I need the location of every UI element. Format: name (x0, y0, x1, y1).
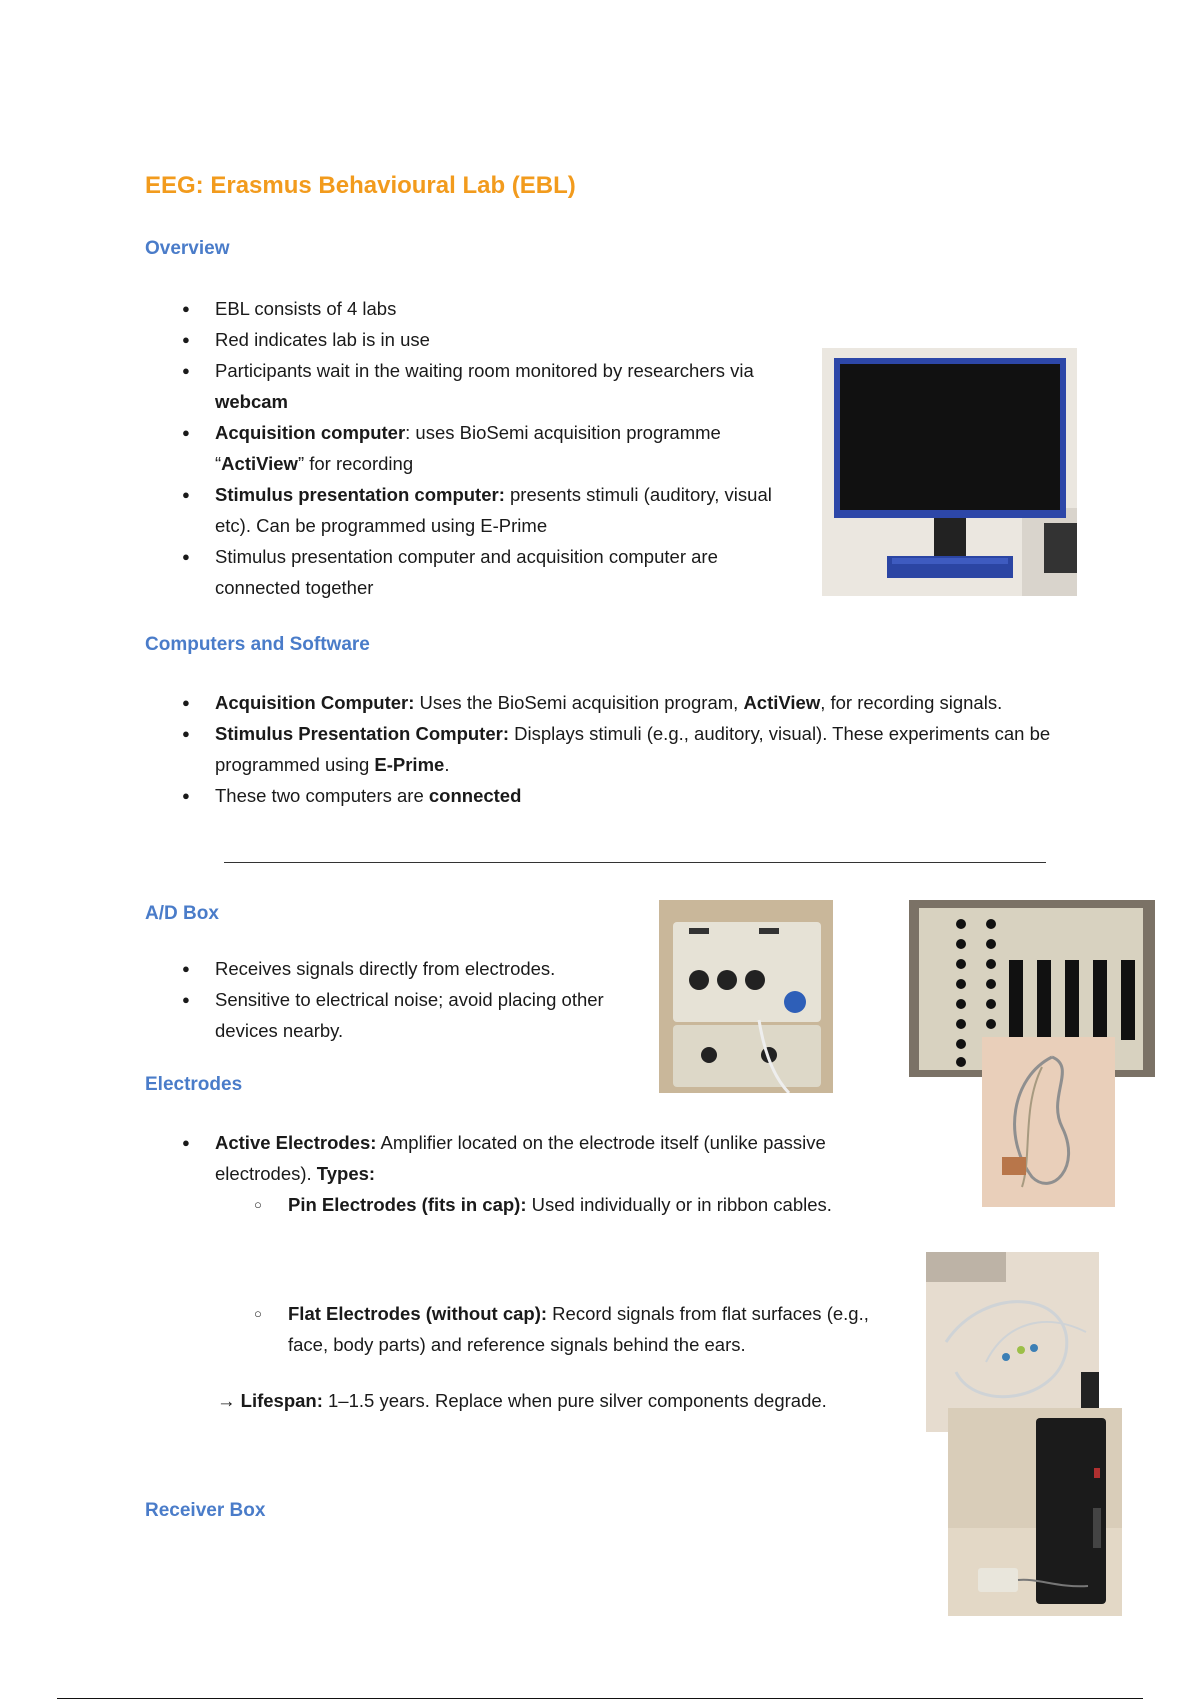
receiver-photo (948, 1408, 1122, 1616)
ad-box-list (145, 953, 615, 1046)
list-item: ○ Pin Electrodes (fits in cap): Used individually or in ribbon cables. (145, 1189, 905, 1220)
footer-rule (57, 1698, 1143, 1699)
flat-electrode-photo (926, 1252, 1099, 1432)
ad-box-heading: A/D Box (145, 903, 219, 924)
list-item: ● These two computers are connected (145, 780, 1055, 811)
overview-list (145, 293, 795, 603)
ad-box-photo (659, 900, 833, 1093)
list-item: ● Acquisition computer: uses BioSemi acquisition programme “ActiView” for recording (145, 417, 795, 479)
list-item: ● Acquisition Computer: Uses the BioSemi acquisition program, ActiView, for recording signals. (145, 687, 1055, 718)
overview-heading: Overview (145, 238, 230, 259)
page-title: EEG: Erasmus Behavioural Lab (EBL) (145, 172, 576, 199)
monitor-photo (822, 348, 1077, 596)
list-item: ● EBL consists of 4 labs (145, 293, 795, 324)
list-item: ● Active Electrodes: Amplifier located on the electrode itself (unlike passive electrodes). Types: (145, 1127, 905, 1189)
electrodes-list (145, 1127, 905, 1189)
list-item: ● Sensitive to electrical noise; avoid placing other devices nearby. (145, 984, 615, 1046)
electrode-types-list (145, 1189, 905, 1220)
computers-heading: Computers and Software (145, 634, 370, 655)
list-item: ○ Flat Electrodes (without cap): Record signals from flat surfaces (e.g., face, body parts) and reference signals behind the ears. (145, 1298, 910, 1360)
section-divider (224, 862, 1046, 863)
electrode-types-list-2 (145, 1298, 910, 1360)
receiver-heading: Receiver Box (145, 1500, 266, 1521)
list-item: ● Participants wait in the waiting room monitored by researchers via webcam (145, 355, 795, 417)
list-item: ● Stimulus presentation computer: presents stimuli (auditory, visual etc). Can be programmed using E-Prime (145, 479, 795, 541)
list-item: ● Stimulus Presentation Computer: Displays stimuli (e.g., auditory, visual). These experiments can be programmed using E-Prime. (145, 718, 1055, 780)
electrodes-heading: Electrodes (145, 1074, 243, 1095)
lifespan-note: → Lifespan: 1–1.5 years. Replace when pure silver components degrade. (217, 1390, 827, 1411)
list-item: ● Red indicates lab is in use (145, 324, 795, 355)
list-item: ● Stimulus presentation computer and acquisition computer are connected together (145, 541, 795, 603)
cable-photo (982, 1037, 1115, 1207)
list-item: ● Receives signals directly from electrodes. (145, 953, 615, 984)
computers-list (145, 687, 1055, 811)
